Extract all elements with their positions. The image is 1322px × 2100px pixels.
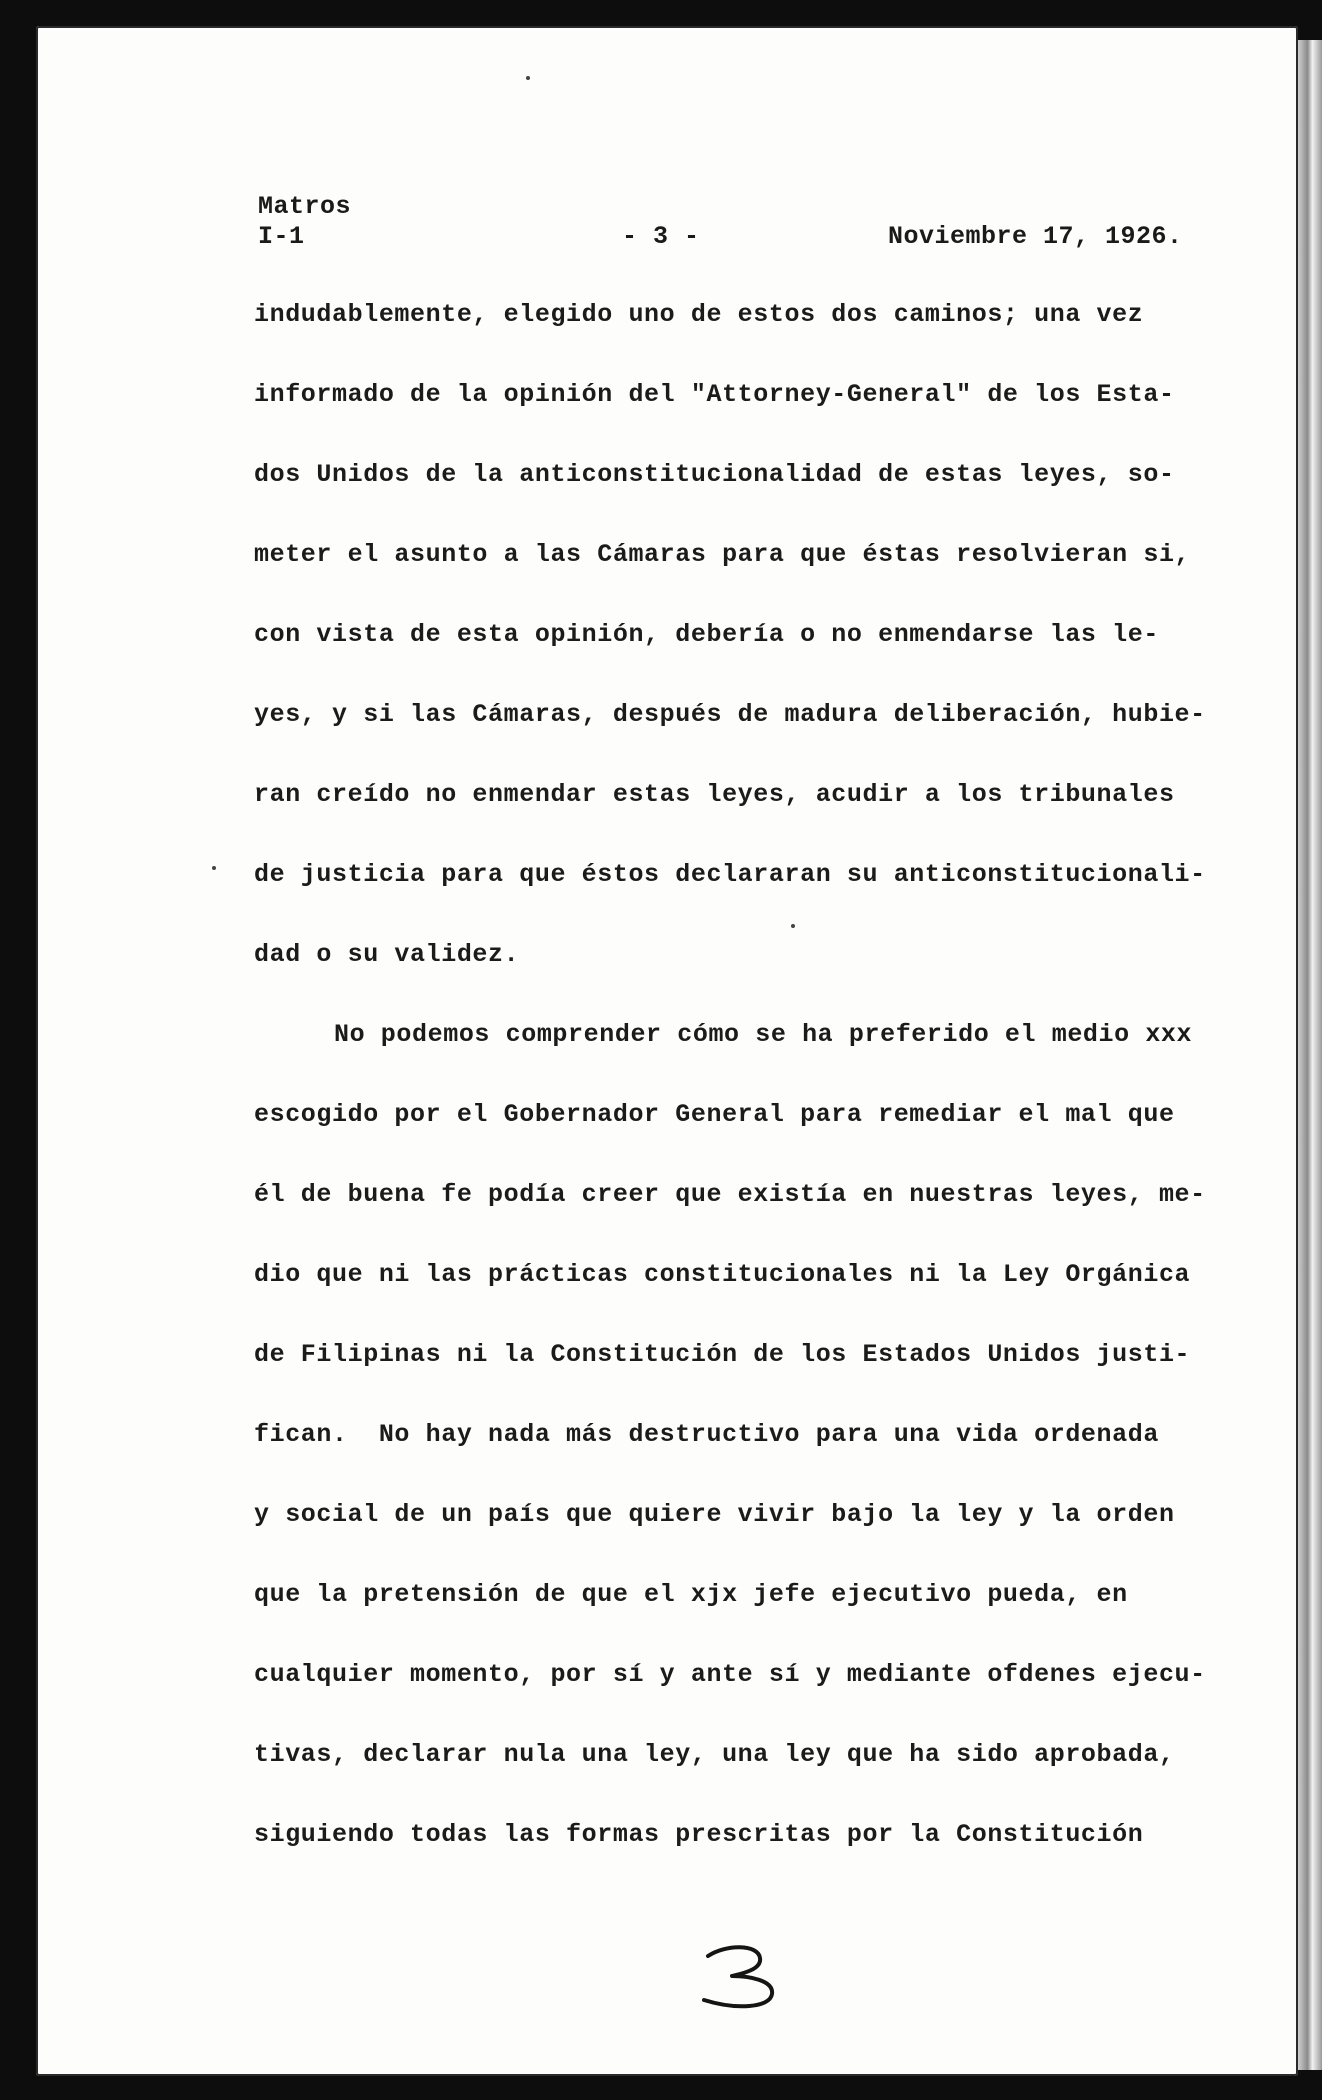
- handwritten-page-number: [696, 1942, 796, 2012]
- text-line: informado de la opinión del "Attorney-General" de los Esta-: [254, 380, 1175, 409]
- text-line: fican. No hay nada más destructivo para una vida ordenada: [254, 1420, 1159, 1449]
- text-line: dad o su validez.: [254, 940, 520, 969]
- text-line: No podemos comprender cómo se ha preferido el medio xxx: [334, 1020, 1193, 1049]
- text-line: siguiendo todas las formas prescritas por la Constitución: [254, 1820, 1144, 1849]
- header-author: Matros: [258, 192, 352, 221]
- text-line: yes, y si las Cámaras, después de madura deliberación, hubie-: [254, 700, 1206, 729]
- page-edge-shadow: [1298, 40, 1322, 2070]
- text-line: que la pretensión de que el xjx jefe ejecutivo pueda, en: [254, 1580, 1128, 1609]
- text-line: dos Unidos de la anticonstitucionalidad de estas leyes, so-: [254, 460, 1175, 489]
- handwritten-digit-stroke: [704, 1947, 772, 2006]
- document-header: [258, 192, 1198, 252]
- text-line: de Filipinas ni la Constitución de los Estados Unidos justi-: [254, 1340, 1191, 1369]
- text-line: y social de un país que quiere vivir bajo la ley y la orden: [254, 1500, 1175, 1529]
- speck-mark: [212, 866, 216, 870]
- text-line: dio que ni las prácticas constitucionales ni la Ley Orgánica: [254, 1260, 1191, 1289]
- text-line: tivas, declarar nula una ley, una ley que ha sido aprobada,: [254, 1740, 1175, 1769]
- speck-mark: [526, 76, 530, 80]
- text-line: de justicia para que éstos declararan su anticonstitucionali-: [254, 860, 1206, 889]
- text-line: indudablemente, elegido uno de estos dos caminos; una vez: [254, 300, 1144, 329]
- text-line: él de buena fe podía creer que existía en nuestras leyes, me-: [254, 1180, 1206, 1209]
- text-line: cualquier momento, por sí y ante sí y mediante ofdenes ejecu-: [254, 1660, 1206, 1689]
- text-line: meter el asunto a las Cámaras para que éstas resolvieran si,: [254, 540, 1191, 569]
- text-line: ran creído no enmendar estas leyes, acudir a los tribunales: [254, 780, 1175, 809]
- text-line: escogido por el Gobernador General para remediar el mal que: [254, 1100, 1175, 1129]
- header-reference: I-1: [258, 222, 305, 251]
- header-date: Noviembre 17, 1926.: [888, 222, 1183, 251]
- text-line: con vista de esta opinión, debería o no enmendarse las le-: [254, 620, 1159, 649]
- header-page-marker: - 3 -: [622, 222, 700, 251]
- typed-body-text: [254, 295, 1214, 1895]
